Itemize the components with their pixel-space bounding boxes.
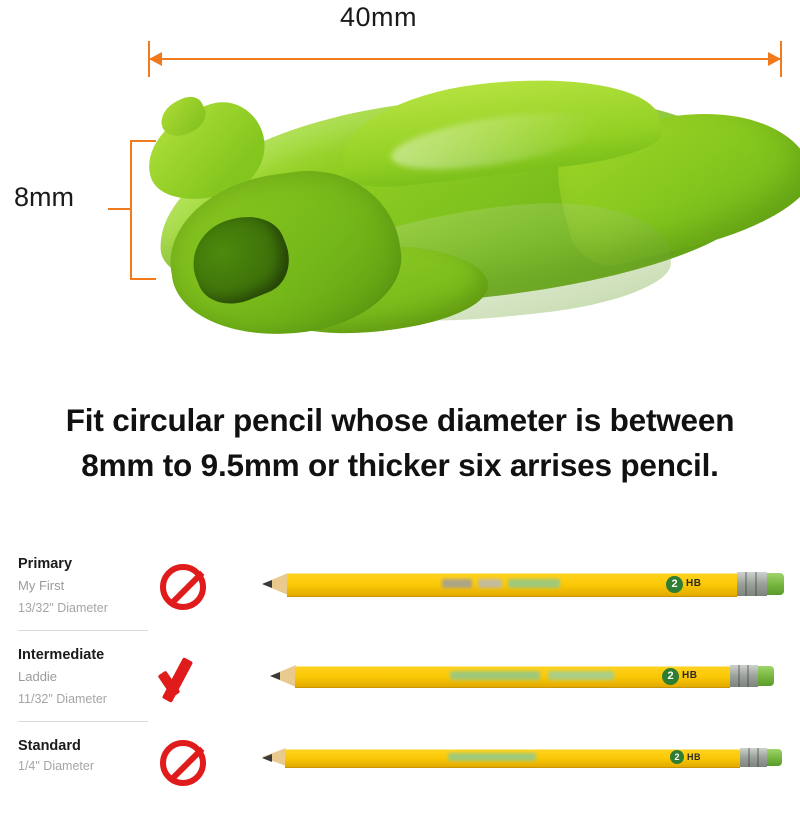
pencil-grade-badge: 2 [666, 576, 683, 593]
prohibition-icon [160, 564, 214, 618]
table-row [0, 637, 800, 725]
row-labels [18, 736, 158, 776]
pencil-grade-badge: 2 [670, 750, 684, 764]
row-labels [18, 554, 158, 618]
pencil-grade-badge: 2 [662, 668, 679, 685]
pencil-hb-label: HB [682, 670, 698, 681]
pencil-graphic [262, 742, 782, 772]
pencil-ferrule [730, 665, 758, 687]
pencil-graphic [262, 566, 782, 600]
grip-pencil-hole-opening [180, 203, 300, 315]
headline-line-1: Fit circular pencil whose diameter is between [65, 402, 735, 438]
arrowhead-right-icon [768, 52, 781, 66]
width-dimension-label: 40mm [340, 2, 418, 32]
arrowhead-left-icon [149, 52, 162, 66]
pencil-imprint [442, 579, 472, 588]
pencil-imprint [478, 579, 502, 588]
pencil-imprint [450, 671, 540, 680]
pencil-lead [262, 580, 272, 588]
pencil-lead [262, 754, 272, 762]
row-diameter: 11/32" Diameter [18, 692, 107, 706]
row-divider [18, 721, 148, 722]
headline-line-2: 8mm to 9.5mm or thicker six arrises pencil. [81, 447, 719, 483]
pencil-imprint [448, 753, 536, 761]
pencil-eraser [758, 666, 774, 686]
prohibition-icon [160, 740, 214, 794]
row-name: Intermediate [18, 647, 105, 663]
pencil-grip-illustration [140, 78, 760, 333]
table-row [0, 546, 800, 634]
pencil-imprint [508, 579, 560, 588]
row-diameter: 1/4" Diameter [18, 759, 94, 773]
pencil-eraser [767, 573, 784, 595]
pencil-ferrule [740, 748, 767, 767]
row-model: My First [18, 578, 65, 593]
row-name: Primary [18, 556, 73, 572]
pencil-hb-label: HB [687, 752, 701, 762]
height-dimension-label: 8mm [14, 182, 74, 212]
pencil-ferrule [737, 572, 767, 596]
row-name: Standard [18, 738, 81, 754]
pencil-imprint [548, 671, 614, 680]
table-row [0, 728, 800, 816]
row-model: Laddie [18, 669, 58, 684]
pencil-eraser [767, 749, 782, 766]
product-photo [0, 0, 800, 380]
pencil-hb-label: HB [686, 578, 702, 589]
row-labels [18, 645, 158, 709]
height-measure-tick [108, 208, 132, 210]
checkmark-icon [160, 655, 214, 709]
pencil-lead [270, 672, 280, 680]
height-measure-bracket [130, 140, 132, 280]
row-divider [18, 630, 148, 631]
headline-text [0, 398, 800, 488]
row-diameter: 13/32" Diameter [18, 601, 108, 615]
pencil-graphic [270, 657, 790, 691]
pencil-comparison-chart [0, 538, 800, 800]
width-measure-arrow [148, 58, 782, 60]
